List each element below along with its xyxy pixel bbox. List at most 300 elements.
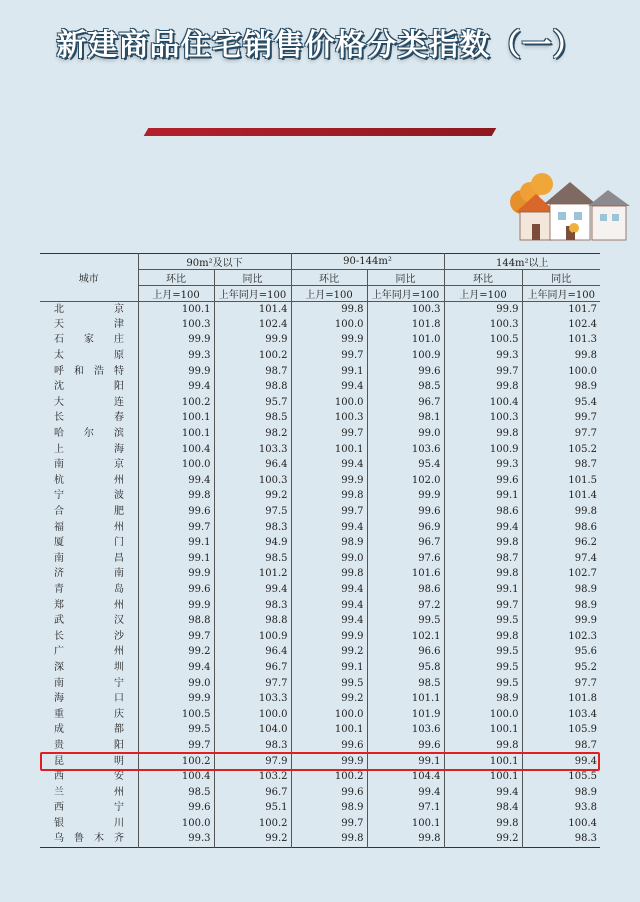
table-row: [40, 411, 600, 427]
index-value-cell: 100.3: [367, 302, 444, 318]
city-name: 青岛: [54, 583, 124, 595]
index-value-cell: 98.3: [522, 832, 600, 848]
index-value-cell: 101.0: [367, 333, 444, 349]
index-value-cell: 98.9: [522, 582, 600, 598]
index-value-cell: 99.8: [138, 489, 214, 505]
index-value-cell: 102.0: [367, 473, 444, 489]
index-value-cell: 99.4: [522, 754, 600, 770]
city-cell: [40, 551, 138, 567]
city-cell: [40, 754, 138, 770]
index-value-cell: 99.6: [291, 785, 367, 801]
index-value-cell: 99.4: [291, 457, 367, 473]
index-value-cell: 100.1: [138, 426, 214, 442]
table-row: [40, 317, 600, 333]
table-row: [40, 442, 600, 458]
index-value-cell: 101.8: [367, 317, 444, 333]
base-header: 上月=100: [291, 286, 367, 302]
index-value-cell: 99.6: [444, 473, 522, 489]
city-cell: [40, 364, 138, 380]
index-value-cell: 96.7: [214, 785, 291, 801]
sub-header: 环比: [138, 270, 214, 286]
index-value-cell: 99.6: [138, 504, 214, 520]
group-header-small: 90m²及以下: [138, 254, 291, 270]
index-value-cell: 99.8: [444, 567, 522, 583]
index-value-cell: 97.9: [214, 754, 291, 770]
table-row: [40, 691, 600, 707]
index-value-cell: 99.9: [138, 333, 214, 349]
index-value-cell: 99.2: [138, 645, 214, 661]
city-name: 兰州: [54, 786, 124, 798]
index-value-cell: 95.7: [214, 395, 291, 411]
city-cell: [40, 379, 138, 395]
table-row: [40, 504, 600, 520]
index-value-cell: 100.3: [291, 411, 367, 427]
index-value-cell: 98.6: [444, 504, 522, 520]
index-value-cell: 99.8: [444, 738, 522, 754]
group-header-medium: 90-144m²: [291, 254, 444, 270]
city-cell: [40, 660, 138, 676]
index-value-cell: 98.2: [214, 426, 291, 442]
city-name: 西安: [54, 771, 124, 783]
city-name: 南京: [54, 459, 124, 471]
index-value-cell: 99.0: [367, 426, 444, 442]
index-value-cell: 99.5: [444, 645, 522, 661]
index-value-cell: 99.7: [138, 520, 214, 536]
index-value-cell: 99.4: [291, 582, 367, 598]
index-value-cell: 98.3: [214, 738, 291, 754]
city-name: 重庆: [54, 708, 124, 720]
index-value-cell: 98.9: [291, 801, 367, 817]
city-name: 石家庄: [54, 334, 124, 346]
index-value-cell: 99.9: [138, 691, 214, 707]
index-value-cell: 93.8: [522, 801, 600, 817]
index-value-cell: 96.7: [367, 535, 444, 551]
index-value-cell: 100.0: [522, 364, 600, 380]
city-name: 广州: [54, 646, 124, 658]
city-cell: [40, 348, 138, 364]
city-cell: [40, 598, 138, 614]
city-name: 武汉: [54, 615, 124, 627]
index-value-cell: 100.9: [444, 442, 522, 458]
index-value-cell: 99.9: [291, 473, 367, 489]
city-name: 沈阳: [54, 381, 124, 393]
index-value-cell: 99.8: [444, 426, 522, 442]
index-value-cell: 99.6: [138, 582, 214, 598]
table-row: [40, 832, 600, 848]
index-value-cell: 103.6: [367, 723, 444, 739]
index-value-cell: 100.2: [291, 769, 367, 785]
index-value-cell: 99.8: [444, 379, 522, 395]
city-name: 北京: [54, 303, 124, 315]
city-name: 深圳: [54, 661, 124, 673]
index-value-cell: 101.5: [522, 473, 600, 489]
index-value-cell: 99.7: [291, 816, 367, 832]
city-name: 济南: [54, 568, 124, 580]
index-value-cell: 103.6: [367, 442, 444, 458]
index-value-cell: 99.1: [291, 660, 367, 676]
index-value-cell: 99.8: [522, 348, 600, 364]
city-cell: [40, 520, 138, 536]
city-cell: [40, 769, 138, 785]
table-row: [40, 613, 600, 629]
index-value-cell: 100.4: [138, 442, 214, 458]
index-value-cell: 99.4: [291, 598, 367, 614]
index-value-cell: 99.4: [138, 660, 214, 676]
table-row: [40, 723, 600, 739]
city-cell: [40, 302, 138, 318]
city-name: 长春: [54, 412, 124, 424]
index-value-cell: 99.7: [138, 629, 214, 645]
city-name: 西宁: [54, 802, 124, 814]
index-value-cell: 98.5: [214, 551, 291, 567]
index-value-cell: 99.9: [522, 613, 600, 629]
price-index-table-wrap: [40, 253, 600, 848]
index-value-cell: 100.1: [444, 754, 522, 770]
city-cell: [40, 567, 138, 583]
base-header: 上月=100: [444, 286, 522, 302]
city-cell: [40, 613, 138, 629]
index-value-cell: 99.7: [444, 364, 522, 380]
table-row: [40, 598, 600, 614]
index-value-cell: 98.3: [214, 520, 291, 536]
index-value-cell: 99.8: [367, 832, 444, 848]
table-row: [40, 816, 600, 832]
city-cell: [40, 535, 138, 551]
index-value-cell: 101.6: [367, 567, 444, 583]
city-cell: [40, 395, 138, 411]
city-name: 上海: [54, 443, 124, 455]
index-value-cell: 97.5: [214, 504, 291, 520]
table-row: [40, 629, 600, 645]
index-value-cell: 99.9: [291, 333, 367, 349]
table-row: [40, 364, 600, 380]
base-header: 上月=100: [138, 286, 214, 302]
city-name: 银川: [54, 817, 124, 829]
index-value-cell: 95.6: [522, 645, 600, 661]
index-value-cell: 99.5: [444, 660, 522, 676]
index-value-cell: 98.3: [214, 598, 291, 614]
index-value-cell: 101.3: [522, 333, 600, 349]
index-value-cell: 99.8: [291, 567, 367, 583]
index-value-cell: 100.1: [138, 302, 214, 318]
city-cell: [40, 489, 138, 505]
table-row: [40, 676, 600, 692]
index-value-cell: 100.1: [291, 723, 367, 739]
index-value-cell: 99.2: [214, 832, 291, 848]
index-value-cell: 99.4: [138, 379, 214, 395]
city-name: 宁波: [54, 490, 124, 502]
index-value-cell: 98.8: [138, 613, 214, 629]
city-name: 厦门: [54, 537, 124, 549]
index-value-cell: 100.9: [367, 348, 444, 364]
index-value-cell: 98.9: [522, 598, 600, 614]
table-row: [40, 535, 600, 551]
index-value-cell: 99.5: [291, 676, 367, 692]
table-row: [40, 738, 600, 754]
index-value-cell: 99.1: [291, 364, 367, 380]
price-index-table: [40, 253, 600, 848]
index-value-cell: 97.2: [367, 598, 444, 614]
table-row: [40, 426, 600, 442]
index-value-cell: 99.5: [444, 676, 522, 692]
index-value-cell: 100.9: [214, 629, 291, 645]
index-value-cell: 102.3: [522, 629, 600, 645]
index-value-cell: 98.4: [444, 801, 522, 817]
index-value-cell: 99.9: [138, 364, 214, 380]
index-value-cell: 97.4: [522, 551, 600, 567]
index-value-cell: 101.1: [367, 691, 444, 707]
table-row: [40, 582, 600, 598]
table-row: [40, 660, 600, 676]
index-value-cell: 96.7: [214, 660, 291, 676]
base-header: 上年同月=100: [522, 286, 600, 302]
index-value-cell: 99.3: [444, 457, 522, 473]
index-value-cell: 103.3: [214, 691, 291, 707]
table-row: [40, 457, 600, 473]
index-value-cell: 101.2: [214, 567, 291, 583]
city-cell: [40, 629, 138, 645]
red-divider-bar: [144, 128, 497, 136]
index-value-cell: 100.0: [214, 707, 291, 723]
index-value-cell: 99.9: [138, 567, 214, 583]
table-row: [40, 395, 600, 411]
index-value-cell: 99.9: [367, 489, 444, 505]
index-value-cell: 97.1: [367, 801, 444, 817]
index-value-cell: 105.9: [522, 723, 600, 739]
index-value-cell: 100.3: [138, 317, 214, 333]
index-value-cell: 100.0: [291, 707, 367, 723]
index-value-cell: 95.4: [522, 395, 600, 411]
city-cell: [40, 457, 138, 473]
index-value-cell: 99.8: [291, 302, 367, 318]
city-name: 哈尔滨: [54, 428, 124, 440]
index-value-cell: 99.4: [444, 785, 522, 801]
index-value-cell: 102.7: [522, 567, 600, 583]
city-cell: [40, 801, 138, 817]
city-name: 海口: [54, 693, 124, 705]
city-name: 太原: [54, 350, 124, 362]
index-value-cell: 99.4: [367, 785, 444, 801]
city-cell: [40, 785, 138, 801]
city-column-header: 城市: [40, 254, 138, 302]
index-value-cell: 99.7: [291, 426, 367, 442]
index-value-cell: 99.0: [291, 551, 367, 567]
sub-header: 同比: [522, 270, 600, 286]
base-header: 上年同月=100: [367, 286, 444, 302]
index-value-cell: 96.4: [214, 645, 291, 661]
city-cell: [40, 645, 138, 661]
index-value-cell: 96.9: [367, 520, 444, 536]
index-value-cell: 95.1: [214, 801, 291, 817]
index-value-cell: 98.6: [367, 582, 444, 598]
index-value-cell: 100.3: [444, 411, 522, 427]
index-value-cell: 100.4: [444, 395, 522, 411]
index-value-cell: 99.5: [444, 613, 522, 629]
index-value-cell: 100.2: [214, 816, 291, 832]
index-value-cell: 97.7: [214, 676, 291, 692]
table-row: [40, 551, 600, 567]
index-value-cell: 99.8: [444, 816, 522, 832]
city-name: 贵阳: [54, 739, 124, 751]
index-value-cell: 99.3: [444, 348, 522, 364]
index-value-cell: 100.5: [444, 333, 522, 349]
index-value-cell: 99.6: [367, 504, 444, 520]
city-name: 福州: [54, 521, 124, 533]
index-value-cell: 98.1: [367, 411, 444, 427]
index-value-cell: 99.5: [367, 613, 444, 629]
index-value-cell: 99.2: [444, 832, 522, 848]
index-value-cell: 96.4: [214, 457, 291, 473]
index-value-cell: 96.6: [367, 645, 444, 661]
index-value-cell: 99.8: [291, 489, 367, 505]
city-name: 乌鲁木齐: [54, 833, 124, 845]
index-value-cell: 100.1: [291, 442, 367, 458]
index-value-cell: 99.9: [291, 754, 367, 770]
city-name: 昆明: [54, 755, 124, 767]
table-row: [40, 379, 600, 395]
city-cell: [40, 333, 138, 349]
base-header: 上年同月=100: [214, 286, 291, 302]
index-value-cell: 101.4: [214, 302, 291, 318]
index-value-cell: 104.4: [367, 769, 444, 785]
table-row: [40, 769, 600, 785]
city-name: 郑州: [54, 599, 124, 611]
city-name: 天津: [54, 318, 124, 330]
index-value-cell: 99.9: [291, 629, 367, 645]
index-value-cell: 102.1: [367, 629, 444, 645]
index-value-cell: 99.0: [138, 676, 214, 692]
index-value-cell: 98.7: [522, 457, 600, 473]
index-value-cell: 105.2: [522, 442, 600, 458]
table-row: [40, 333, 600, 349]
group-header-large: 144m²以上: [444, 254, 600, 270]
index-value-cell: 99.4: [291, 520, 367, 536]
index-value-cell: 102.4: [522, 317, 600, 333]
index-value-cell: 98.5: [138, 785, 214, 801]
index-value-cell: 99.1: [138, 535, 214, 551]
sub-header: 环比: [291, 270, 367, 286]
index-value-cell: 100.5: [138, 707, 214, 723]
index-value-cell: 99.7: [138, 738, 214, 754]
index-value-cell: 103.2: [214, 769, 291, 785]
city-name: 呼和浩特: [54, 365, 124, 377]
index-value-cell: 99.4: [444, 520, 522, 536]
index-value-cell: 99.7: [291, 504, 367, 520]
index-value-cell: 99.3: [138, 348, 214, 364]
city-name: 南昌: [54, 552, 124, 564]
index-value-cell: 98.7: [214, 364, 291, 380]
index-value-cell: 100.2: [214, 348, 291, 364]
index-value-cell: 95.4: [367, 457, 444, 473]
index-value-cell: 99.5: [138, 723, 214, 739]
index-value-cell: 100.1: [367, 816, 444, 832]
city-cell: [40, 676, 138, 692]
city-cell: [40, 426, 138, 442]
index-value-cell: 99.6: [138, 801, 214, 817]
city-cell: [40, 816, 138, 832]
index-value-cell: 98.8: [214, 613, 291, 629]
index-value-cell: 99.4: [214, 582, 291, 598]
index-value-cell: 98.7: [444, 551, 522, 567]
index-value-cell: 99.1: [444, 489, 522, 505]
city-cell: [40, 738, 138, 754]
index-value-cell: 99.6: [367, 738, 444, 754]
city-cell: [40, 317, 138, 333]
sub-header: 同比: [367, 270, 444, 286]
index-value-cell: 99.3: [138, 832, 214, 848]
index-value-cell: 100.0: [138, 457, 214, 473]
sub-header: 环比: [444, 270, 522, 286]
table-row: [40, 473, 600, 489]
city-cell: [40, 442, 138, 458]
table-row: [40, 754, 600, 770]
index-value-cell: 103.3: [214, 442, 291, 458]
index-value-cell: 105.5: [522, 769, 600, 785]
index-value-cell: 99.4: [138, 473, 214, 489]
index-value-cell: 100.4: [138, 769, 214, 785]
index-value-cell: 100.0: [291, 395, 367, 411]
houses-illustration: [508, 170, 638, 242]
table-row: [40, 801, 600, 817]
index-value-cell: 96.2: [522, 535, 600, 551]
city-cell: [40, 723, 138, 739]
city-name: 南宁: [54, 677, 124, 689]
index-value-cell: 99.1: [367, 754, 444, 770]
index-value-cell: 98.6: [522, 520, 600, 536]
index-value-cell: 98.9: [444, 691, 522, 707]
index-value-cell: 99.6: [367, 364, 444, 380]
index-value-cell: 98.9: [522, 379, 600, 395]
index-value-cell: 99.9: [444, 302, 522, 318]
table-row: [40, 348, 600, 364]
index-value-cell: 100.0: [138, 816, 214, 832]
index-value-cell: 96.7: [367, 395, 444, 411]
table-row: [40, 567, 600, 583]
index-value-cell: 97.7: [522, 676, 600, 692]
index-value-cell: 100.0: [444, 707, 522, 723]
table-row: [40, 707, 600, 723]
index-value-cell: 98.5: [367, 379, 444, 395]
index-value-cell: 99.2: [291, 691, 367, 707]
city-name: 杭州: [54, 474, 124, 486]
index-value-cell: 100.4: [522, 816, 600, 832]
city-cell: [40, 473, 138, 489]
index-value-cell: 95.8: [367, 660, 444, 676]
index-value-cell: 99.9: [214, 333, 291, 349]
index-value-cell: 97.6: [367, 551, 444, 567]
city-name: 合肥: [54, 506, 124, 518]
index-value-cell: 97.7: [522, 426, 600, 442]
index-value-cell: 99.2: [214, 489, 291, 505]
index-value-cell: 101.9: [367, 707, 444, 723]
city-cell: [40, 504, 138, 520]
index-value-cell: 100.3: [444, 317, 522, 333]
index-value-cell: 99.1: [138, 551, 214, 567]
city-cell: [40, 411, 138, 427]
index-value-cell: 99.8: [522, 504, 600, 520]
index-value-cell: 99.7: [522, 411, 600, 427]
index-value-cell: 99.1: [444, 582, 522, 598]
index-value-cell: 99.7: [444, 598, 522, 614]
table-row: [40, 520, 600, 536]
index-value-cell: 100.2: [138, 754, 214, 770]
index-value-cell: 95.2: [522, 660, 600, 676]
index-value-cell: 99.4: [291, 613, 367, 629]
index-value-cell: 100.2: [138, 395, 214, 411]
index-value-cell: 98.9: [522, 785, 600, 801]
city-name: 成都: [54, 724, 124, 736]
sub-header: 同比: [214, 270, 291, 286]
